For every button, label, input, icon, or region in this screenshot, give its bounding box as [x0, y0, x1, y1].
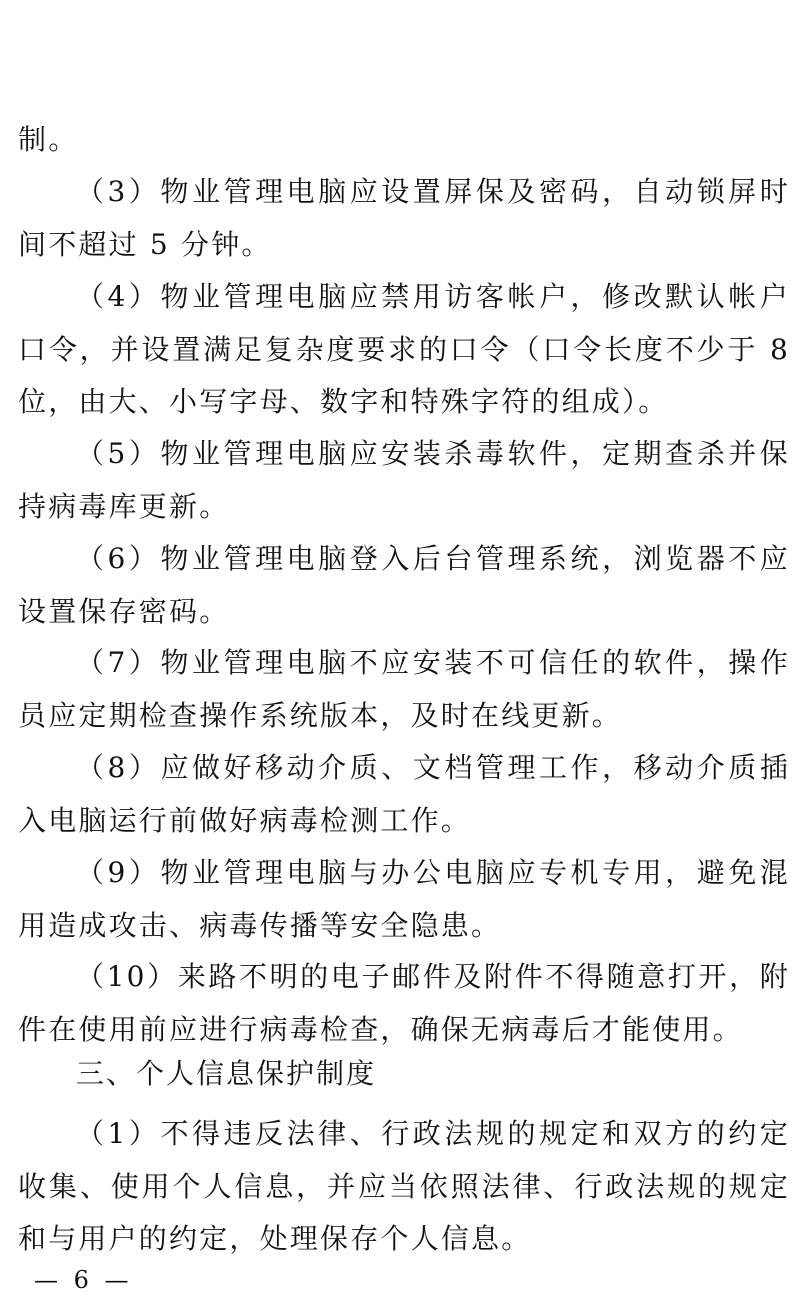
paragraph-item-5: （5）物业管理电脑应安装杀毒软件，定期查杀并保持病毒库更新。	[18, 437, 790, 523]
paragraph-item-8: （8）应做好移动介质、文档管理工作，移动介质插入电脑运行前做好病毒检测工作。	[18, 751, 790, 837]
page-number: — 6 —	[34, 1266, 133, 1294]
paragraph-item-9: （9）物业管理电脑与办公电脑应专机专用，避免混用造成攻击、病毒传播等安全隐患。	[18, 856, 790, 942]
paragraph-item-7: （7）物业管理电脑不应安装不可信任的软件，操作员应定期检查操作系统版本，及时在线更新。	[18, 646, 790, 732]
paragraph-item-10: （10）来路不明的电子邮件及附件不得随意打开，附件在使用前应进行病毒检查，确保无病毒后才能使用。	[18, 960, 790, 1046]
paragraph-section-item-1: （1）不得违反法律、行政法规的规定和双方的约定收集、使用个人信息，并应当依照法律、行政法规的规定和与用户的约定，处理保存个人信息。	[18, 1117, 790, 1255]
section-heading: 三、个人信息保护制度	[76, 1057, 377, 1090]
paragraph-continuation: 制。	[18, 123, 79, 156]
paragraph-item-3: （3）物业管理电脑应设置屏保及密码，自动锁屏时间不超过 5 分钟。	[18, 175, 790, 261]
paragraph-item-4: （4）物业管理电脑应禁用访客帐户，修改默认帐户口令，并设置满足复杂度要求的口令（口令长度不少于 8 位，由大、小写字母、数字和特殊字符的组成）。	[18, 280, 790, 418]
paragraph-item-6: （6）物业管理电脑登入后台管理系统，浏览器不应设置保存密码。	[18, 542, 790, 628]
